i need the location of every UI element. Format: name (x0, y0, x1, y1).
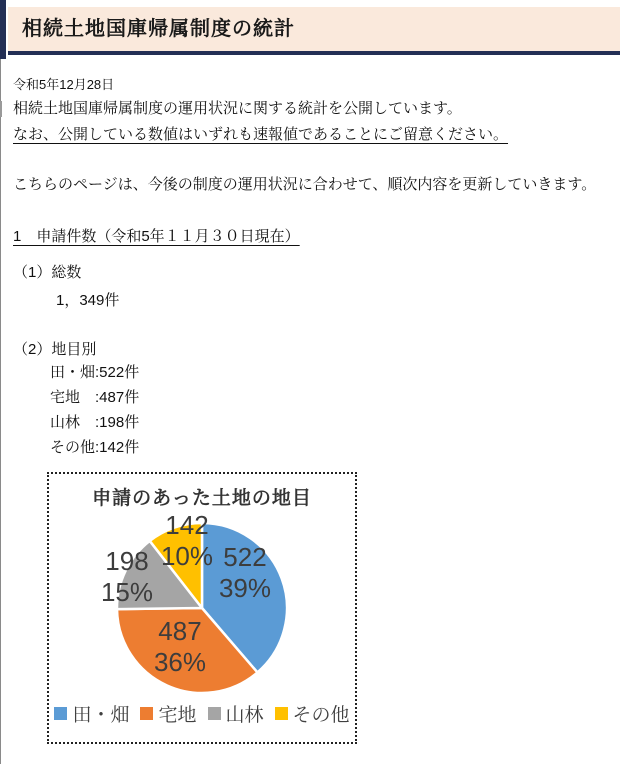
pie-slice-label-sanrin (101, 546, 153, 608)
page-header (8, 7, 620, 55)
intro-paragraph (13, 96, 508, 148)
legend-item-takuchi (140, 700, 196, 727)
list-item: その他:142件 (50, 439, 140, 456)
section1-heading: 1 申請件数（令和5年１１月３０日現在） (13, 228, 300, 245)
pie-slice-label-tahata (219, 542, 271, 604)
chart-legend (49, 700, 355, 727)
slice-value: 522 (223, 542, 267, 572)
pie-chart-box (47, 472, 357, 744)
pie-slice-label-takuchi (154, 616, 206, 678)
intro-line-1: 相続土地国庫帰属制度の運用状況に関する統計を公開しています。 (13, 100, 462, 117)
pie-chart-title: 申請のあった土地の地目 (92, 488, 312, 509)
legend-swatch-icon (208, 707, 221, 720)
list-item: 田・畑:522件 (50, 364, 140, 381)
by-type-list (50, 360, 139, 460)
legend-swatch-icon (275, 707, 288, 720)
page-left-border (0, 59, 1, 764)
list-item: 宅地 :487件 (50, 389, 140, 406)
legend-label: 宅地 (158, 705, 197, 726)
list-item: 山林 :198件 (50, 414, 140, 431)
slice-percent: 15% (100, 577, 154, 607)
intro-line-2-note: なお、公開している数値はいずれも速報値であることにご留意ください。 (13, 126, 509, 143)
legend-label: その他 (292, 705, 350, 726)
legend-item-sanrin (208, 700, 264, 727)
legend-item-tahata (54, 700, 129, 727)
legend-label: 田・畑 (72, 705, 130, 726)
slice-percent: 36% (153, 647, 207, 677)
legend-label: 山林 (225, 705, 264, 726)
slice-value: 142 (165, 510, 209, 540)
slice-value: 487 (158, 616, 202, 646)
slice-value: 198 (105, 546, 149, 576)
total-count-label: （1）総数 (13, 264, 82, 281)
pie-chart (49, 474, 355, 742)
update-note: こちらのページは、今後の制度の運用状況に合わせて、順次内容を更新していきます。 (13, 176, 597, 193)
by-type-label: （2）地目別 (13, 341, 97, 358)
slice-percent: 10% (160, 541, 214, 571)
legend-swatch-icon (140, 707, 153, 720)
legend-item-sonota (275, 700, 350, 727)
page-left-border-notch (0, 101, 2, 117)
slice-percent: 39% (218, 573, 272, 603)
total-count-value: 1，349件 (56, 292, 120, 309)
pie-slice-label-sonota (161, 510, 213, 572)
publish-date: 令和5年12月28日 (13, 77, 115, 92)
header-accent-bar (0, 0, 6, 59)
legend-swatch-icon (54, 707, 67, 720)
page-title: 相続土地国庫帰属制度の統計 (22, 18, 295, 40)
